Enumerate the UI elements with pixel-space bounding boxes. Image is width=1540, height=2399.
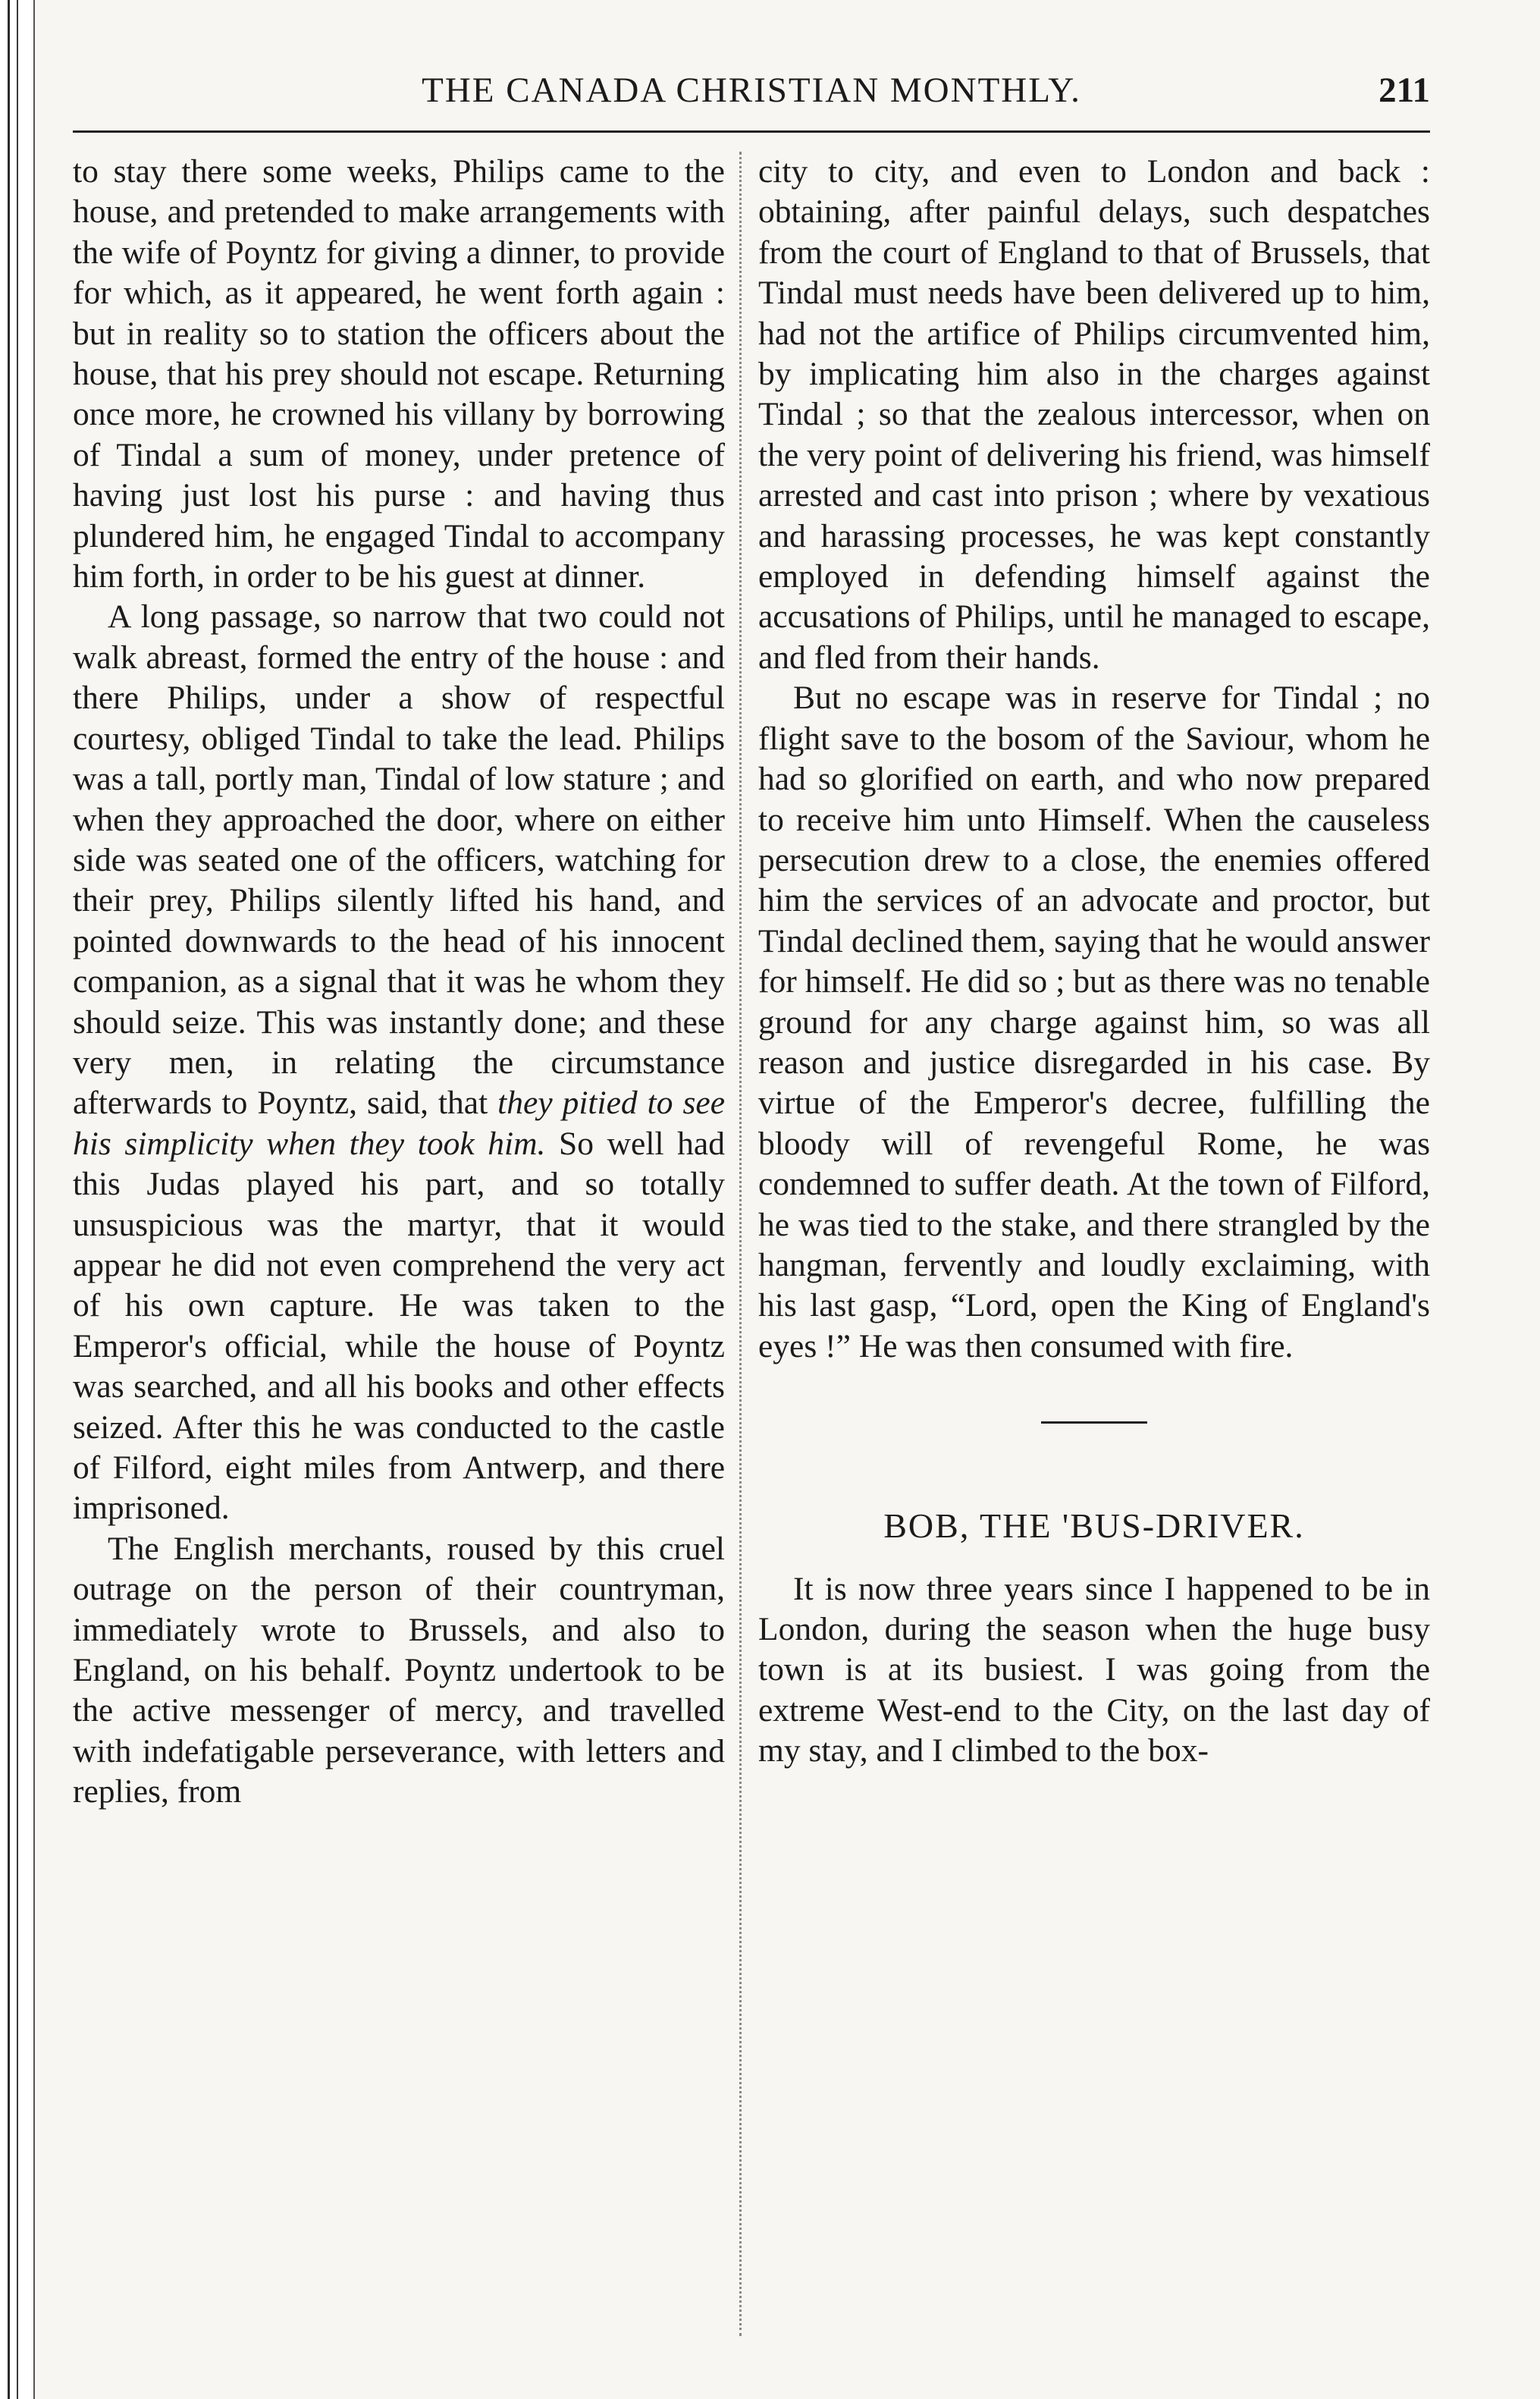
paragraph-text: A long passage, so narrow that two could not walk abreast, formed the entry of the house : and there Philips, under a show of respectful courtesy, obliged Tindal to take the lead. Philips was a tall, portly man, Tindal of low stature ; and when they approached the door, where on either side was seated one of the officers, watching for their prey, Philips silently lifted his hand, and pointed downwards to the head of his innocent companion, as a signal that it was he whom they should seize. This was instantly done; and these very men, in relating the circumstance afterwards to Poyntz, said, that: [73, 598, 725, 1122]
right-column: [758, 152, 1430, 1772]
paragraph: [73, 597, 725, 1528]
section-separator: [1041, 1421, 1147, 1424]
paragraph: city to city, and even to London and back : obtaining, after painful delays, such despatches from the court of England to that of Brussels, that Tindal must needs have been delivered up to him, had not the artifice of Philips circumvented him, by implicating him also in the charges against Tindal ; so that the zealous intercessor, when on the very point of delivering his friend, was himself arrested and cast into prison ; where by vexatious and harassing processes, he was kept constantly employed in defending himself against the accusations of Philips, until he managed to escape, and fled from their hands.: [758, 153, 1430, 676]
left-column: [73, 152, 725, 1813]
paragraph: But no escape was in reserve for Tindal ; no flight save to the bosom of the Saviour, whom he had so glorified on earth, and who now prepared to receive him unto Himself. When the causeless persecution drew to a close, the enemies offered him the services of an advocate and proctor, but Tindal declined them, saying that he would answer for himself. He did so ; but as there was no tenable ground for any charge against him, so was all reason and justice disregarded in his case. By virtue of the Emperor's decree, fulfilling the bloody will of revengeful Rome, he was condemned to suffer death. At the town of Filford, he was tied to the stake, and there strangled by the hangman, fervently and loudly exclaiming, with his last gasp, “Lord, open the King of England's eyes !” He was then consumed with fire.: [758, 680, 1430, 1364]
column-divider: [739, 152, 742, 2336]
page-number: 211: [1378, 71, 1430, 110]
paragraph-text: So well had this Judas played his part, and so totally unsuspicious was the martyr, that it would appear he did not even comprehend the very act of his own capture. He was taken to the Emperor's official, while the house of Poyntz was searched, and all his books and other effects seized. After this he was conducted to the castle of Filford, eight miles from Antwerp, and there imprisoned.: [73, 1125, 725, 1527]
section-heading: BOB, THE 'BUS-DRIVER.: [883, 1506, 1305, 1546]
header-rule: [73, 130, 1430, 133]
paragraph: to stay there some weeks, Philips came to the house, and pretended to make arrangements with the wife of Poyntz for giving a dinner, to provide for which, as it appeared, he went forth again : but in reality so to station the officers about the house, that his prey should not escape. Returning once more, he crowned his villany by borrowing of Tindal a sum of money, under pretence of having just lost his purse : and having thus plundered him, he engaged Tindal to accompany him forth, in order to be his guest at dinner.: [73, 153, 725, 595]
book-binding-edge: [0, 0, 45, 2399]
running-title: THE CANADA CHRISTIAN MONTHLY.: [422, 71, 1081, 110]
page-header: [73, 70, 1430, 123]
paragraph: It is now three years since I happened to be in London, during the season when the huge busy town is at its busiest. I was going from the extreme West-end to the City, on the last day of my stay, and I climbed to the box-: [758, 1570, 1430, 1769]
paragraph: The English merchants, roused by this cruel outrage on the person of their countryman, immediately wrote to Brussels, and also to England, on his behalf. Poyntz undertook to be the active messenger of mercy, and travelled with indefatigable perseverance, with letters and replies, from: [73, 1530, 725, 1810]
italic-quote: they pitied to see his simplicity when they took him.: [73, 1085, 725, 1162]
